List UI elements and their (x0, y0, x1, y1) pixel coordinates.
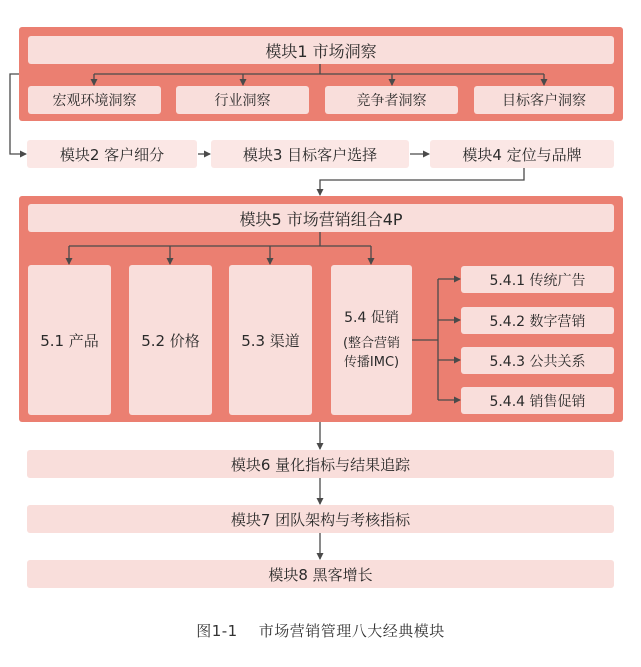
module1-title: 模块1 市场洞察 (28, 36, 614, 64)
promotion-note-line1: (整合营销 (342, 335, 401, 351)
module1-child-competitor: 竞争者洞察 (325, 86, 458, 114)
promotion-sub-public-relations: 5.4.3 公共关系 (461, 347, 614, 374)
module2-box: 模块2 客户细分 (27, 140, 197, 168)
module8-box: 模块8 黑客增长 (27, 560, 614, 588)
promotion-note-line2: 传播IMC) (343, 354, 400, 370)
m4-to-m5 (320, 168, 524, 195)
module5-item-price: 5.2 价格 (129, 265, 212, 415)
module1-child-macro: 宏观环境洞察 (28, 86, 161, 114)
promotion-sub-traditional-ads: 5.4.1 传统广告 (461, 266, 614, 293)
promotion-sub-sales-promotion: 5.4.4 销售促销 (461, 387, 614, 414)
module6-box: 模块6 量化指标与结果追踪 (27, 450, 614, 478)
module5-item-product: 5.1 产品 (28, 265, 111, 415)
module5-title: 模块5 市场营销组合4P (28, 204, 614, 232)
module7-box: 模块7 团队架构与考核指标 (27, 505, 614, 533)
module1-child-customer: 目标客户洞察 (474, 86, 614, 114)
module5-item-promotion (331, 265, 412, 415)
promotion-title: 5.4 促销 (344, 309, 399, 326)
promotion-sub-digital-marketing: 5.4.2 数字营销 (461, 307, 614, 334)
module1-child-industry: 行业洞察 (176, 86, 309, 114)
module3-box: 模块3 目标客户选择 (211, 140, 409, 168)
module4-box: 模块4 定位与品牌 (430, 140, 614, 168)
module5-item-channel: 5.3 渠道 (229, 265, 312, 415)
figure-caption: 图1-1 市场营销管理八大经典模块 (196, 622, 445, 640)
